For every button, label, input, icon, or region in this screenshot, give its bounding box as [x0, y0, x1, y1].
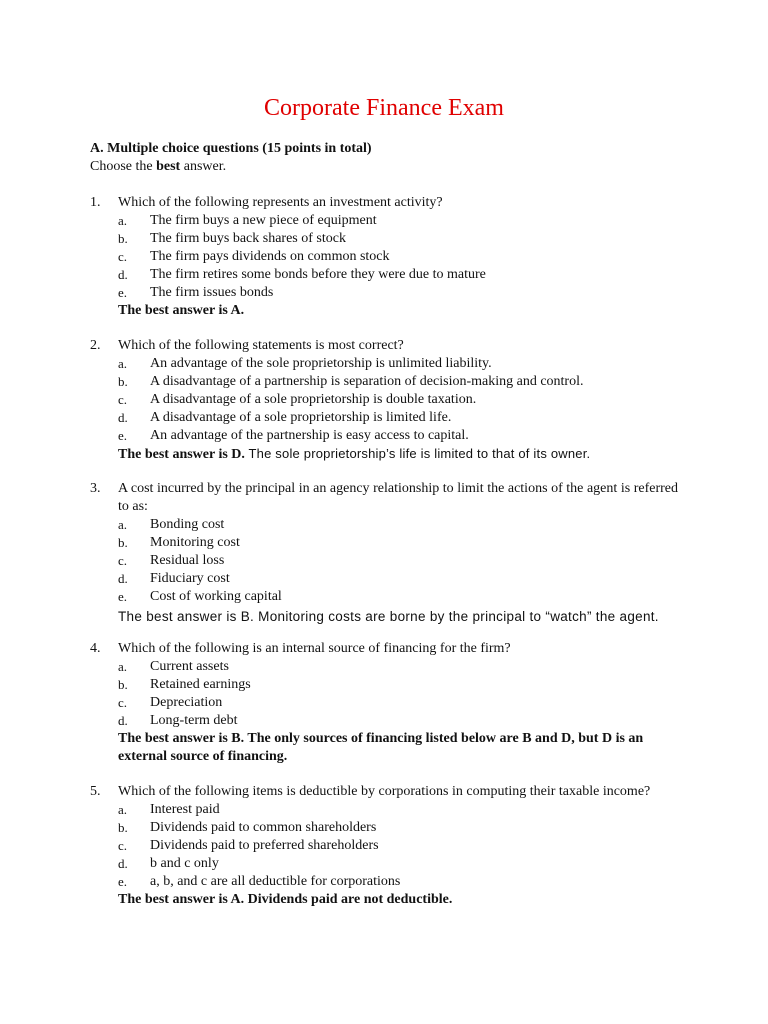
- section-heading: A. Multiple choice questions (15 points in total): [90, 141, 372, 156]
- instructions: [90, 158, 226, 176]
- option-letter: b.: [118, 231, 128, 246]
- question-number: 4.: [90, 641, 101, 656]
- option-letter: b.: [118, 535, 128, 550]
- option-letter: a.: [118, 356, 128, 371]
- option-letter: d.: [118, 267, 128, 282]
- option: [118, 427, 678, 445]
- question-number: 2.: [90, 338, 101, 353]
- option: [118, 230, 678, 248]
- option-text: Monitoring cost: [150, 535, 240, 550]
- option: [118, 658, 678, 676]
- option: [118, 409, 678, 427]
- option: [118, 570, 678, 588]
- option-letter: e.: [118, 428, 128, 443]
- option-text: A disadvantage of a partnership is separation of decision-making and control.: [150, 374, 584, 389]
- option-letter: b.: [118, 374, 128, 389]
- option: [118, 801, 678, 819]
- option: [118, 212, 678, 230]
- option: [118, 534, 678, 552]
- question-3: [90, 480, 678, 628]
- option: [118, 284, 678, 302]
- option-text: Long-term debt: [150, 713, 238, 728]
- option-text: The firm buys a new piece of equipment: [150, 213, 377, 228]
- option-text: Dividends paid to common shareholders: [150, 820, 377, 835]
- question-text: Which of the following items is deductible by corporations in computing their taxable income?: [118, 784, 651, 799]
- option-letter: a.: [118, 802, 128, 817]
- option-text: b and c only: [150, 856, 219, 871]
- option: [118, 588, 678, 606]
- option: [118, 694, 678, 712]
- option-letter: e.: [118, 285, 128, 300]
- option-text: Current assets: [150, 659, 229, 674]
- question-1: [90, 194, 678, 320]
- option-text: Depreciation: [150, 695, 223, 710]
- answer: The best answer is A. Dividends paid are not deductible.: [118, 892, 453, 907]
- option-text: Cost of working capital: [150, 589, 282, 604]
- option-letter: c.: [118, 249, 128, 264]
- option-text: A disadvantage of a sole proprietorship is double taxation.: [150, 392, 477, 407]
- option-letter: d.: [118, 571, 128, 586]
- question-number: 3.: [90, 481, 101, 496]
- option: [118, 266, 678, 284]
- option: [118, 373, 678, 391]
- option-text: Residual loss: [150, 553, 225, 568]
- question-number: 5.: [90, 784, 101, 799]
- option: [118, 552, 678, 570]
- option: [118, 819, 678, 837]
- question-2: [90, 337, 678, 464]
- option-letter: a.: [118, 213, 128, 228]
- option-text: A disadvantage of a sole proprietorship is limited life.: [150, 410, 452, 425]
- question-text: Which of the following statements is most correct?: [118, 338, 404, 353]
- option-letter: a.: [118, 659, 128, 674]
- option: [118, 676, 678, 694]
- option: [118, 837, 678, 855]
- option-text: Interest paid: [150, 802, 220, 817]
- option-text: The firm retires some bonds before they were due to mature: [150, 267, 486, 282]
- option-letter: d.: [118, 713, 128, 728]
- question-4: [90, 640, 678, 766]
- option: [118, 248, 678, 266]
- option-text: Dividends paid to preferred shareholders: [150, 838, 379, 853]
- option-letter: d.: [118, 856, 128, 871]
- option-letter: c.: [118, 392, 128, 407]
- option-text: Retained earnings: [150, 677, 251, 692]
- question-5: [90, 783, 678, 909]
- option: [118, 391, 678, 409]
- option: [118, 855, 678, 873]
- option-letter: c.: [118, 553, 128, 568]
- answer: [118, 445, 678, 464]
- option-letter: a.: [118, 517, 128, 532]
- instruction-post: answer.: [180, 159, 227, 174]
- question-number: 1.: [90, 195, 101, 210]
- instruction-bold: best: [156, 159, 181, 174]
- option: [118, 712, 678, 730]
- question-text: A cost incurred by the principal in an agency relationship to limit the actions of the agent is referred to as:: [118, 481, 678, 514]
- question-text: Which of the following is an internal source of financing for the firm?: [118, 641, 511, 656]
- option: [118, 516, 678, 534]
- option-text: Fiduciary cost: [150, 571, 230, 586]
- answer: The best answer is B. Monitoring costs are borne by the principal to “watch” the agent.: [118, 609, 659, 624]
- question-text: Which of the following represents an investment activity?: [118, 195, 443, 210]
- option-text: An advantage of the partnership is easy access to capital.: [150, 428, 469, 443]
- option: [118, 355, 678, 373]
- option-letter: b.: [118, 677, 128, 692]
- option-letter: c.: [118, 838, 128, 853]
- answer: The best answer is A.: [118, 303, 245, 318]
- option-text: The firm issues bonds: [150, 285, 274, 300]
- option-letter: e.: [118, 589, 128, 604]
- option-text: a, b, and c are all deductible for corporations: [150, 874, 401, 889]
- option-text: The firm pays dividends on common stock: [150, 249, 390, 264]
- option-letter: e.: [118, 874, 128, 889]
- instruction-pre: Choose the: [90, 159, 157, 174]
- option-letter: d.: [118, 410, 128, 425]
- answer-label: The best answer is D.: [118, 447, 245, 462]
- option-text: The firm buys back shares of stock: [150, 231, 346, 246]
- answer-explanation: The sole proprietorship’s life is limited to that of its owner.: [244, 446, 591, 461]
- option-letter: b.: [118, 820, 128, 835]
- option-text: An advantage of the sole proprietorship is unlimited liability.: [150, 356, 492, 371]
- option-letter: c.: [118, 695, 128, 710]
- option: [118, 873, 678, 891]
- option-text: Bonding cost: [150, 517, 225, 532]
- answer: The best answer is B. The only sources of financing listed below are B and D, but D is an external source of financing.: [118, 731, 644, 764]
- page-title: Corporate Finance Exam: [264, 95, 504, 121]
